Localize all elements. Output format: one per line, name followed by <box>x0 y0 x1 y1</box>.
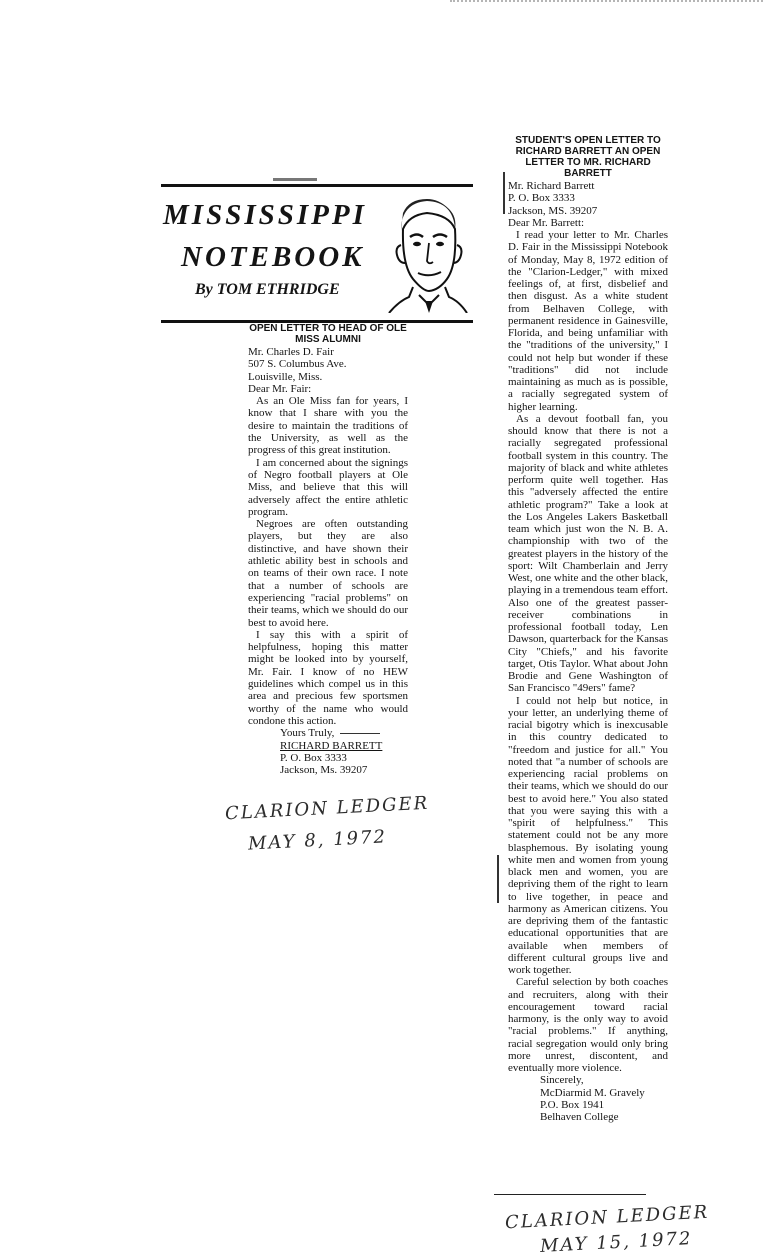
salutation: Dear Mr. Barrett: <box>508 216 585 229</box>
letter1-paragraph: As an Ole Miss fan for years, I know that I share with you the desire to maintain the traditions of the University, as well as the progress of this great institution. <box>248 395 408 457</box>
column-byline: By TOM ETHRIDGE <box>195 281 340 298</box>
letter1-paragraph: I say this with a spirit of helpfulness, hoping this matter might be looked into by yourself, Mr. Fair. I know of no HEW guidelines which compel us in this area and precious few sportsmen worthy of the name who would condone this action. <box>248 628 408 727</box>
letter-to-barrett <box>508 135 668 1123</box>
letter-to-fair <box>248 323 408 776</box>
clipping-bottom-rule <box>494 1194 646 1195</box>
signer-address: P. O. Box 3333 <box>280 751 347 764</box>
scan-edge-dots <box>450 0 763 2</box>
column-masthead <box>161 184 473 323</box>
signer-address: P.O. Box 1941 <box>540 1098 605 1111</box>
address-line: P. O. Box 3333 <box>508 192 575 205</box>
letter2-paragraph: Careful selection by both coaches and recruiters, along with their encouragement toward racial harmony, is the only way to avoid "racial problems." If anything, racial segregation would only bring more unrest, discontent, and eventually more violence. <box>508 976 668 1074</box>
column-title-line2: NOTEBOOK <box>181 241 365 273</box>
letter2-paragraph: I read your letter to Mr. Charles D. Fair in the Mississippi Notebook of Monday, May 8, 1972 edition of the "Clarion-Ledger," with mixed feelings of, at first, disbelief and then disgust. As a white student from Belhaven College, with permanent residence in Gainesville, Florida, and being unfamiliar with the "traditions of the university," I could not help but wonder if these "traditions" did not include maintaining as much as is possible, a racially segregated system of higher learning. <box>508 229 668 413</box>
address-line: Mr. Richard Barrett <box>508 180 595 192</box>
margin-mark <box>497 855 499 903</box>
letter2-address <box>508 180 668 229</box>
handwritten-source: CLARION LEDGER <box>504 1201 710 1234</box>
address-line: Jackson, MS. 39207 <box>508 204 598 217</box>
address-line: 507 S. Columbus Ave. <box>248 358 347 371</box>
letter1-paragraph: Negroes are often outstanding players, but they are also distinctive, and have shown their athletic ability best in schools and on teams of their own race. I note that a number of schools are experiencing "racial problems" on their teams, which we should do our best to avoid here. <box>248 518 408 629</box>
signer-city: Jackson, Ms. 39207 <box>280 764 368 777</box>
letter1-signature <box>280 727 408 776</box>
letter1-address <box>248 346 408 395</box>
column-title-line1: MISSISSIPPI <box>163 199 367 231</box>
signer-name: RICHARD BARRETT <box>280 739 383 752</box>
signature-scribble <box>340 733 380 734</box>
letter2-paragraph: As a devout football fan, you should know that there is not a racially segregated professional football system in this country. The majority of black and white athletes perform quite well together. Has this "adversely affected the entire athletic program?" Take a look at the Los Angeles Lakers Basketball team which just won the N. B. A. championship with two of the greatest players in the history of the sport: Wilt Chamberlain and Jerry West, one white and the other black, playing in a tremendous team effort. Also one of the greatest passer-receiver combinations in professional football today, Len Dawson, quarterback for the Kansas City "Chiefs," and his favorite target, Otis Taylor. What about John Brodie and Gene Washington of San Francisco "49ers" fame? <box>508 412 668 695</box>
handwritten-source: CLARION LEDGER <box>224 792 430 825</box>
closing: Sincerely, <box>540 1074 584 1087</box>
letter2-headline: STUDENT'S OPEN LETTER TO RICHARD BARRETT AN OPEN LETTER TO MR. RICHARD BARRETT <box>515 135 661 179</box>
letter1-paragraph: I am concerned about the signings of Negro football players at Ole Miss, and believe that this will adversely affect the entire athletic program. <box>248 456 408 518</box>
letter2-paragraph: I could not help but notice, in your letter, an underlying theme of racial bigotry which is inexcusable in this country dedicated to "freedom and justice for all." You noted that "a number of schools are experiencing racial problems on their teams, which we should do our best to avoid here." You also stated that you were saying this with a "spirit of helpfulness." This statement could not be any more blasphemous. By isolating young white men and women from young black men and women, you are depriving them of the right to learn to live together, in peace and harmony as American citizens. You are depriving them of the fantastic educational opportunities that are available when members of different cultural groups live and work together. <box>508 694 668 976</box>
closing: Yours Truly, <box>280 727 335 740</box>
column-rule <box>503 172 505 214</box>
address-line: Mr. Charles D. Fair <box>248 346 334 358</box>
address-line: Louisville, Miss. <box>248 370 323 383</box>
columnist-portrait <box>383 193 469 313</box>
letter1-headline: OPEN LETTER TO HEAD OF OLE MISS ALUMNI <box>249 323 407 345</box>
signer-school: Belhaven College <box>540 1111 619 1123</box>
handwritten-date: MAY 15, 1972 <box>539 1228 693 1257</box>
handwritten-date: MAY 8, 1972 <box>247 826 388 855</box>
salutation: Dear Mr. Fair: <box>248 382 312 395</box>
signer-name: McDiarmid M. Gravely <box>540 1086 645 1099</box>
print-smudge <box>273 178 317 181</box>
letter2-signature <box>540 1074 668 1123</box>
